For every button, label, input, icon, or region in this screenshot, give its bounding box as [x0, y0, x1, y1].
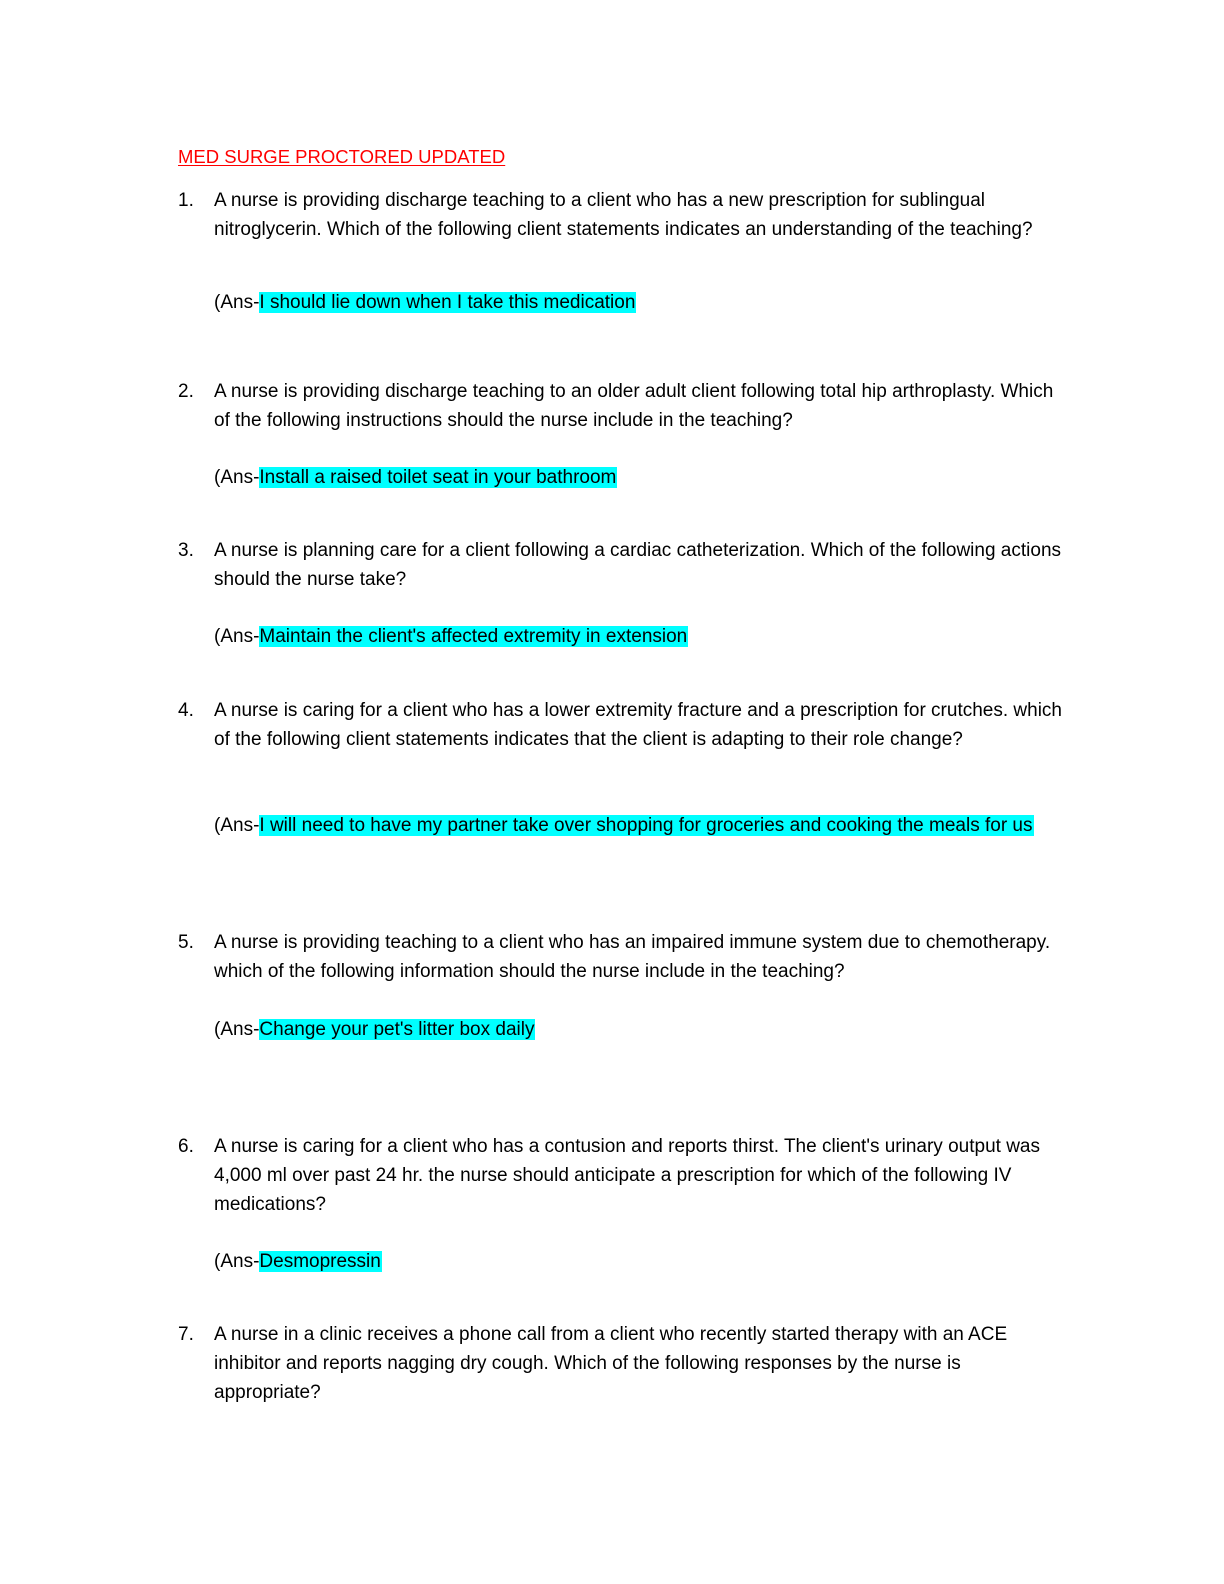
- answer-highlight: Install a raised toilet seat in your bathroom: [259, 467, 617, 488]
- answer-prefix: (Ans-: [214, 1019, 260, 1040]
- question-number: 1.: [178, 190, 194, 211]
- answer-5: [214, 1017, 535, 1043]
- question-text: A nurse in a clinic receives a phone call from a client who recently started therapy with an ACE inhibitor and reports nagging dry cough. Which of the following responses by the nurse is appropriate?: [214, 1324, 1008, 1403]
- answer-prefix: (Ans-: [214, 1251, 260, 1272]
- answer-prefix: (Ans-: [214, 815, 260, 836]
- answer-1: [214, 290, 636, 316]
- question-3: [178, 536, 1078, 594]
- page-title: MED SURGE PROCTORED UPDATED: [178, 146, 506, 167]
- answer-2: [214, 465, 617, 491]
- question-6: [178, 1132, 1078, 1219]
- question-number: 5.: [178, 932, 194, 953]
- question-text: A nurse is caring for a client who has a lower extremity fracture and a prescription for crutches. which of the following client statements indicates that the client is adapting to their role change?: [214, 700, 1062, 750]
- answer-4: [214, 813, 1034, 839]
- question-number: 2.: [178, 381, 194, 402]
- question-number: 4.: [178, 700, 194, 721]
- question-text: A nurse is providing discharge teaching to a client who has a new prescription for sublingual nitroglycerin. Which of the following client statements indicates an understanding of the teaching?: [214, 190, 1033, 240]
- question-text: A nurse is providing discharge teaching to an older adult client following total hip arthroplasty. Which of the following instructions should the nurse include in the teaching?: [214, 381, 1054, 431]
- question-4: [178, 696, 1078, 754]
- answer-prefix: (Ans-: [214, 292, 260, 313]
- answer-prefix: (Ans-: [214, 626, 260, 647]
- question-number: 7.: [178, 1324, 194, 1345]
- question-text: A nurse is providing teaching to a client who has an impaired immune system due to chemotherapy. which of the following information should the nurse include in the teaching?: [214, 932, 1051, 982]
- question-number: 3.: [178, 540, 194, 561]
- answer-highlight: I should lie down when I take this medication: [259, 292, 636, 313]
- question-2: [178, 377, 1078, 435]
- answer-prefix: (Ans-: [214, 467, 260, 488]
- answer-highlight: Maintain the client's affected extremity in extension: [259, 626, 688, 647]
- answer-highlight: Desmopressin: [259, 1251, 381, 1272]
- question-text: A nurse is caring for a client who has a contusion and reports thirst. The client's urinary output was 4,000 ml over past 24 hr. the nurse should anticipate a prescription for which of the following IV medications?: [214, 1136, 1040, 1215]
- question-text: A nurse is planning care for a client following a cardiac catheterization. Which of the following actions should the nurse take?: [214, 540, 1062, 590]
- question-number: 6.: [178, 1136, 194, 1157]
- answer-6: [214, 1249, 382, 1275]
- question-5: [178, 928, 1078, 986]
- answer-highlight: Change your pet's litter box daily: [259, 1019, 535, 1040]
- answer-highlight: I will need to have my partner take over shopping for groceries and cooking the meals for us: [259, 815, 1033, 836]
- question-1: [178, 186, 1078, 244]
- answer-3: [214, 624, 688, 650]
- question-7: [178, 1320, 1078, 1407]
